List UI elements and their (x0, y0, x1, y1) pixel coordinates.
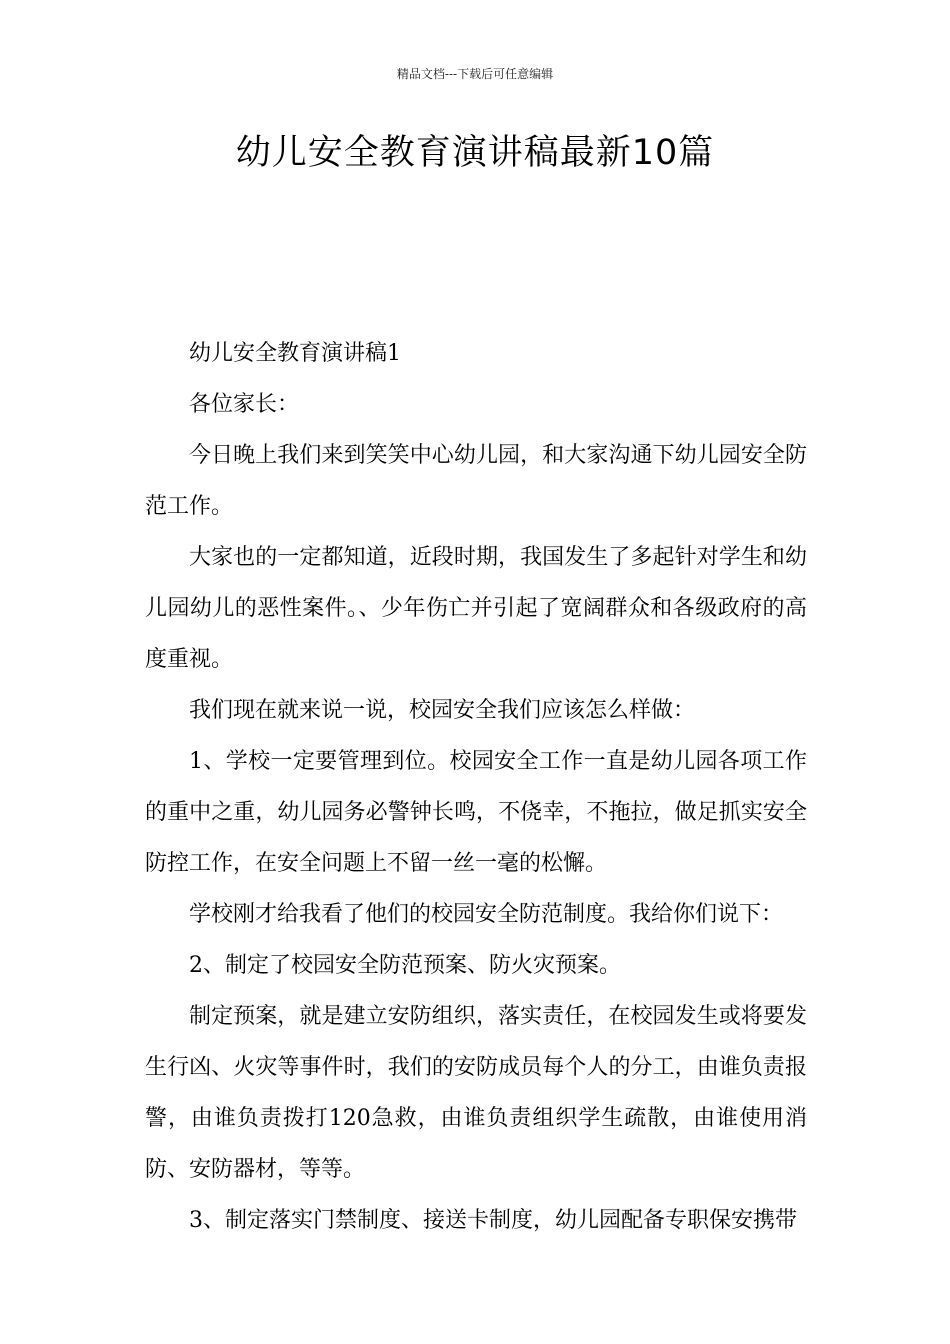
document-body (145, 328, 807, 1246)
paragraph: 3、制定落实门禁制度、接送卡制度，幼儿园配备专职保安携带 (189, 1208, 797, 1233)
header-note: 精品文档---下载后可任意编辑 (396, 67, 554, 81)
paragraph: 制定预案，就是建立安防组织，落实责任，在校园发生或将要发生行凶、火灾等事件时，我们的安防成员每个人的分工，由谁负责报警，由谁负责拨打120急救，由谁负责组织学生疏散，由谁使用消防、安防器材，等等。 (145, 1004, 807, 1182)
paragraph: 大家也的一定都知道，近段时期，我国发生了多起针对学生和幼儿园幼儿的恶性案件。、少年伤亡并引起了宽阔群众和各级政府的高度重视。 (145, 545, 807, 672)
paragraph: 1、学校一定要管理到位。校园安全工作一直是幼儿园各项工作的重中之重，幼儿园务必警钟长鸣，不侥幸，不拖拉，做足抓实安全防控工作，在安全问题上不留一丝一毫的松懈。 (145, 749, 807, 876)
paragraph: 2、制定了校园安全防范预案、防火灾预案。 (189, 953, 621, 978)
paragraph: 学校刚才给我看了他们的校园安全防范制度。我给你们说下： (189, 902, 784, 927)
document-title: 幼儿安全教育演讲稿最新10篇 (235, 133, 715, 173)
paragraph-section-heading: 幼儿安全教育演讲稿1 (189, 341, 401, 366)
paragraph: 今日晚上我们来到笑笑中心幼儿园，和大家沟通下幼儿园安全防范工作。 (145, 443, 807, 519)
paragraph: 我们现在就来说一说，校园安全我们应该怎么样做： (189, 698, 696, 723)
paragraph-salutation: 各位家长： (189, 392, 300, 417)
